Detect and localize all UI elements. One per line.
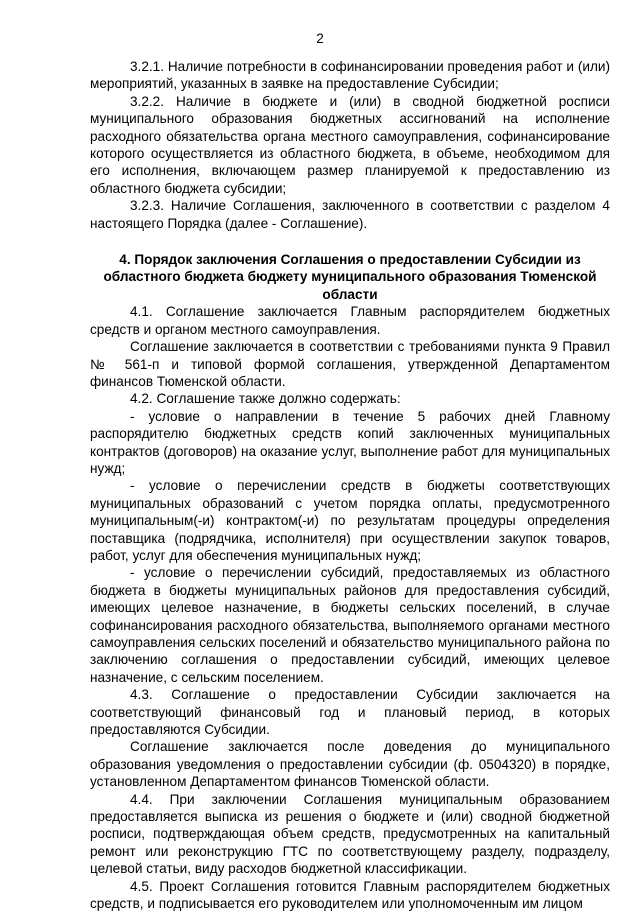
clause-4-2-item-2: - условие о перечислении средств в бюджеты соответствующих муниципальных образований с учетом порядка оплаты, предусмотренного муниципальным(-и) контрактом(-и) по результатам процедуры определения поставщика (подрядчика, исполнителя) при осуществлении закупок товаров, работ, услуг для обеспечения муниципальных нужд; — [90, 478, 610, 563]
clause-3-2-2: 3.2.2. Наличие в бюджете и (или) в сводной бюджетной росписи муниципального образования бюджетных ассигнований на исполнение расходного обязательства органа местного самоуправления, софинансирование которого осуществляется из областного бюджета, в объеме, необходимом для его исполнения, включающем размер планируемой к предоставлению из областного бюджета субсидии; — [90, 93, 610, 196]
clause-4-3: 4.3. Соглашение о предоставлении Субсидии заключается на соответствующий финансовый год и плановый период, в которых предоставляются Субсидии. — [90, 687, 610, 738]
clause-4-2: 4.2. Соглашение также должно содержать: — [130, 391, 401, 407]
clause-4-1: 4.1. Соглашение заключается Главным распорядителем бюджетных средств и органом местного самоуправления. — [90, 304, 610, 337]
clause-4-2-item-3: - условие о перечислении субсидий, предоставляемых из областного бюджета в бюджеты муниципальных районов для предоставления субсидий, имеющих целевое назначение, в бюджеты сельских поселений, в случае софинансирования расходного обязательства, выполняемого органами местного самоуправления сельских поселений и обязательство муниципального района по заключению соглашения о предоставлении субсидий, имеющих целевое назначение, с сельским поселением. — [90, 565, 610, 685]
clause-3-2-3: 3.2.3. Наличие Соглашения, заключенного в соответствии с разделом 4 настоящего Порядка (далее - Соглашение). — [90, 198, 610, 231]
page-number: 2 — [316, 31, 324, 46]
clause-3-2-1: 3.2.1. Наличие потребности в софинансировании проведения работ и (или) мероприятий, указанных в заявке на предоставление Субсидии; — [90, 59, 610, 92]
clause-4-3-notice: Соглашение заключается после доведения до муниципального образования уведомления о предоставлении субсидии (ф. 0504320) в порядке, установленном Департаментом финансов Тюменской области. — [90, 739, 610, 790]
clause-4-5: 4.5. Проект Соглашения готовится Главным распорядителем бюджетных средств, и подписывается его руководителем или уполномоченным им лицом — [90, 878, 610, 912]
clause-4-2-item-1: - условие о направлении в течение 5 рабочих дней Главному распорядителю бюджетных средств копий заключенных муниципальных контрактов (договоров) на оказание услуг, выполнение работ для муниципальных нужд; — [90, 408, 610, 476]
clause-4-1-requirements: Соглашение заключается в соответствии с требованиями пункта 9 Правил № 561-п и типовой формой соглашения, утвержденной Департаментом финансов Тюменской области. — [90, 339, 610, 389]
section-4-heading: 4. Порядок заключения Соглашения о предоставлении Субсидии из областного бюджета бюджету муниципального образования Тюменской области — [103, 252, 597, 302]
clause-4-4: 4.4. При заключении Соглашения муниципальным образованием предоставляется выписка из решения о бюджете и (или) сводной бюджетной росписи, подтверждающая объем средств, предусмотренных на капитальный ремонт или реконструкцию ГТС по соответствующему разделу, подразделу, целевой статьи, виду расходов бюджетной классификации. — [90, 791, 610, 877]
document-body — [90, 58, 610, 913]
